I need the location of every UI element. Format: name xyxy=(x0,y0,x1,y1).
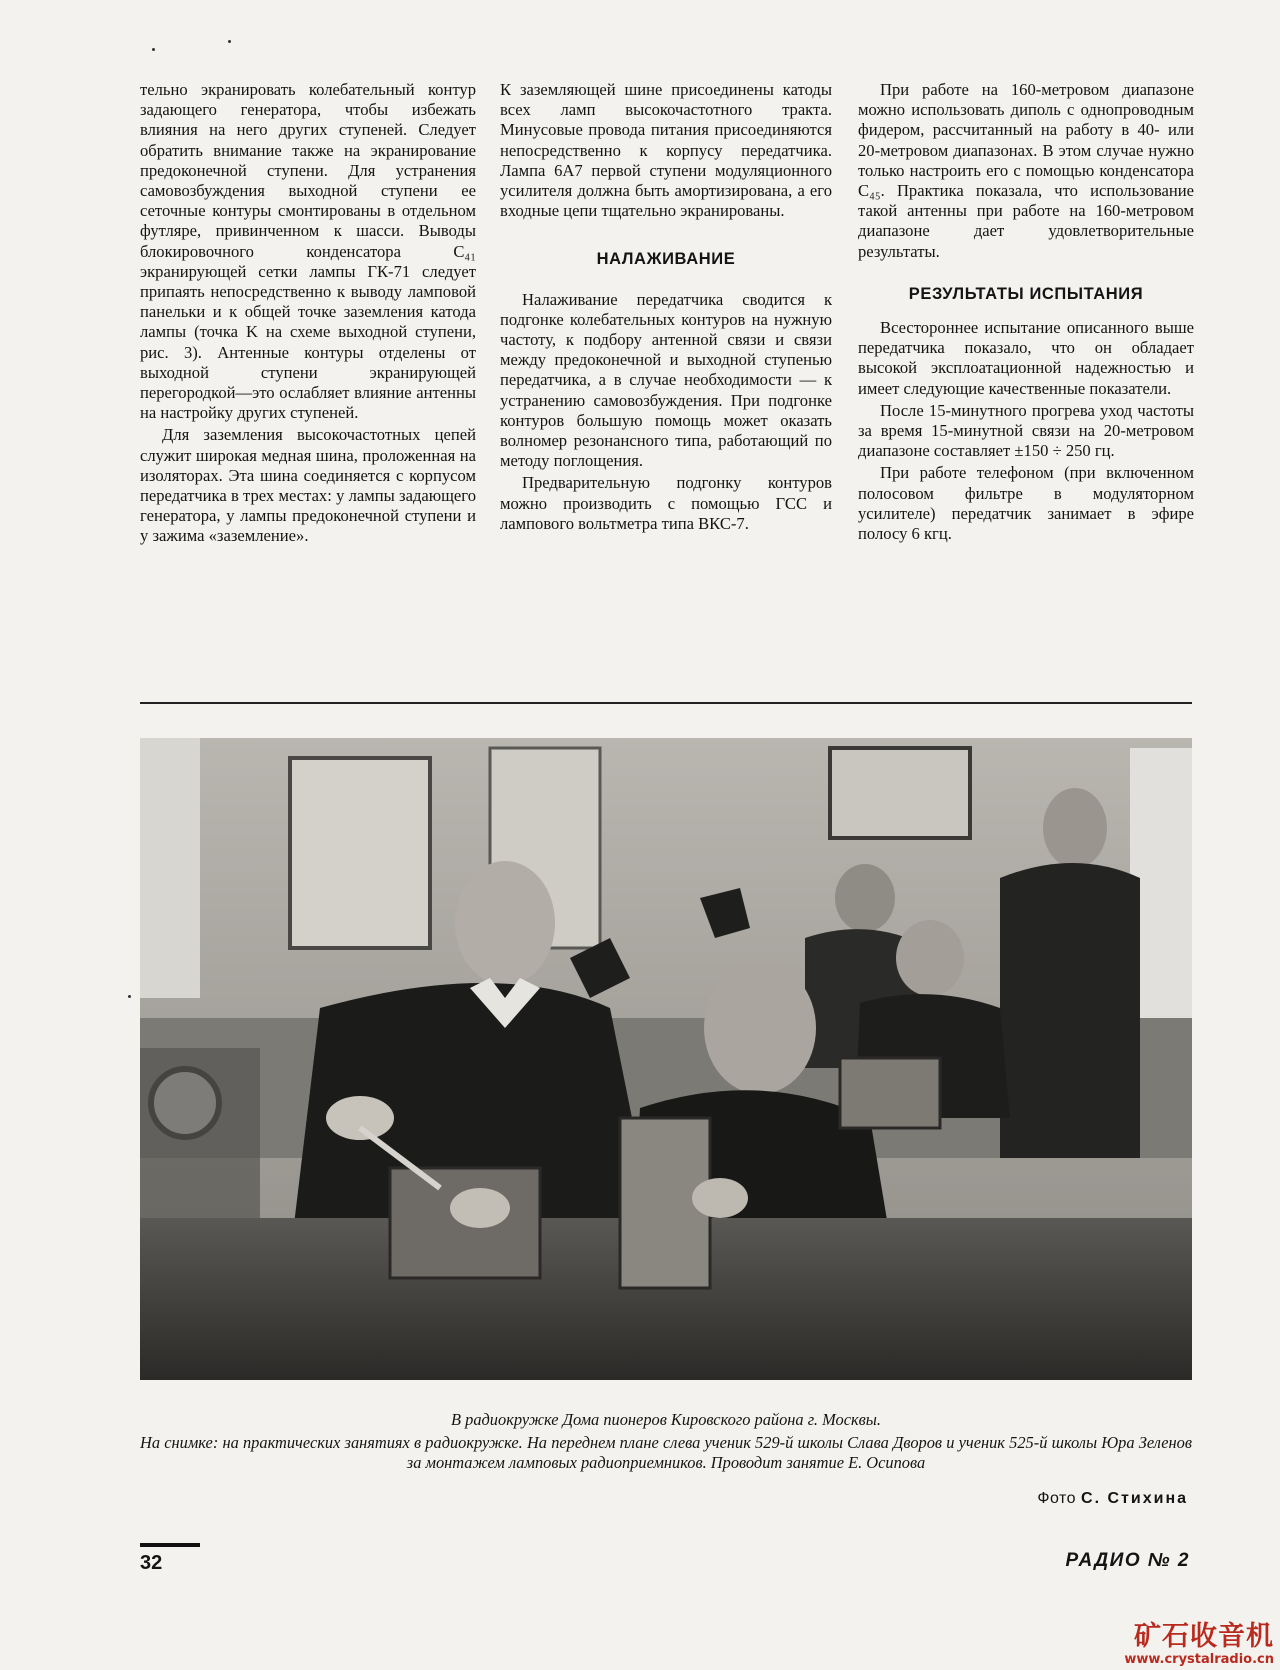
paragraph: После 15-минутного прогрева уход частоты за время 15-минутной связи на 20-метровом диапазоне составляет ±150 ÷ 250 гц. xyxy=(858,400,1194,461)
wall-chart-right xyxy=(830,748,970,838)
panel-box xyxy=(140,1048,260,1238)
classroom-photo xyxy=(140,738,1192,1380)
section-heading: РЕЗУЛЬТАТЫ ИСПЫТАНИЯ xyxy=(908,284,1144,303)
paragraph: Налаживание передатчика сводится к подгонке колебательных контуров на нужную частоту, к подбору антенной связи и связи между предоконечной и выходной ступенью передатчика, а в случае необходимости — к устранению самовозбуждения. При подгонке контуров большую помощь может оказать волномер резонансного типа, работающий по методу поглощения. xyxy=(500,289,832,471)
page-number: 32 xyxy=(140,1552,163,1574)
student-head xyxy=(896,920,964,996)
hand xyxy=(450,1188,510,1228)
student-head xyxy=(455,861,555,985)
text-column-2 xyxy=(500,80,832,536)
text-column-1 xyxy=(140,80,476,549)
wall-chart-left xyxy=(290,758,430,948)
section-heading: НАЛАЖИВАНИЕ xyxy=(596,250,736,269)
paragraph: тельно экранировать колебательный контур задающего генератора, чтобы избежать влияния на него других ступеней. Следует обратить внимание также на экранирование предоконечной ступени. Для устранения самовозбуждения выходной ступени ее сеточные контуры смонтированы в отдельном футляре, привинченном к шасси. Выводы блокировочного конденсатора C₄₁ экранирующей сетки лампы ГК-71 следует припаять непосредственно к выводу ламповой панельки и к общей точке заземления катода лампы (точка K на схеме выходной ступени, рис. 3). Антенные контуры отделены от выходной ступени экранирующей перегородкой—это ослабляет влияние антенны на настройку других ступеней. xyxy=(140,80,476,423)
student-head xyxy=(704,962,816,1094)
window xyxy=(140,738,200,998)
teacher-head xyxy=(1043,788,1107,868)
paragraph: При работе телефоном (при включенном полосовом фильтре в модуляторном усилителе) передатчик занимает в эфире полосу 6 кгц. xyxy=(858,463,1194,544)
print-speck xyxy=(152,48,155,51)
text-column-3 xyxy=(858,80,1194,546)
page-number-rule xyxy=(140,1543,200,1547)
print-speck xyxy=(128,995,131,998)
paragraph: Для заземления высокочастотных цепей служит широкая медная шина, проложенная на изоляторах. Эта шина соединяется с корпусом передатчика в трех местах: у лампы задающего генератора, у лампы предоконечной ступени и у зажима «заземление». xyxy=(140,425,476,546)
photo-illustration xyxy=(140,738,1192,1380)
photo-credit xyxy=(1037,1490,1188,1508)
hand xyxy=(692,1178,748,1218)
paragraph: Предварительную подгонку контуров можно производить с помощью ГСС и лампового вольтметра типа ВКС-7. xyxy=(500,473,832,533)
hand xyxy=(326,1096,394,1140)
photo-caption-title: В радиокружке Дома пионеров Кировского района г. Москвы. xyxy=(451,1410,881,1429)
teacher-body xyxy=(1000,863,1140,1158)
paragraph: Всестороннее испытание описанного выше передатчика показало, что он обладает высокой эксплоатационной надежностью и имеет следующие качественные показатели. xyxy=(858,318,1194,398)
paragraph: При работе на 160-метровом диапазоне можно использовать диполь с однопроводным фидером, рассчитанный на работу в 40- или 20-метровом диапазонах. В этом случае нужно только настроить его с помощью конденсатора C₄₅. Практика показала, что использование такой антенны при работе на 160-метровом диапазоне дает удовлетворительные результаты. xyxy=(858,80,1194,261)
student-head xyxy=(835,864,895,932)
photo-caption-body: На снимке: на практических занятиях в радиокружке. На переднем плане слева ученик 529-й школы Слава Дворов и ученик 525-й школы Юра Зеленов за монтажем ламповых радиоприемников. Проводит занятие Е. Осипова xyxy=(140,1433,1192,1472)
credit-prefix: Фото xyxy=(1037,1490,1077,1507)
print-speck xyxy=(228,40,231,43)
watermark xyxy=(1124,1622,1274,1667)
credit-author: С. Стихина xyxy=(1081,1490,1188,1507)
section-divider xyxy=(140,702,1192,704)
magazine-issue: РАДИО № 2 xyxy=(1065,1550,1190,1571)
watermark-title: 矿石收音机 xyxy=(1134,1621,1274,1652)
radio-chassis xyxy=(840,1058,940,1128)
watermark-url: www.crystalradio.cn xyxy=(1124,1652,1274,1667)
paragraph: К заземляющей шине присоединены катоды всех ламп высокочастотного тракта. Минусовые провода питания присоединяются непосредственно к корпусу передатчика. Лампа 6А7 первой ступени модуляционного усилителя должна быть амортизирована, а его входные цепи тщательно экранированы. xyxy=(500,80,832,221)
